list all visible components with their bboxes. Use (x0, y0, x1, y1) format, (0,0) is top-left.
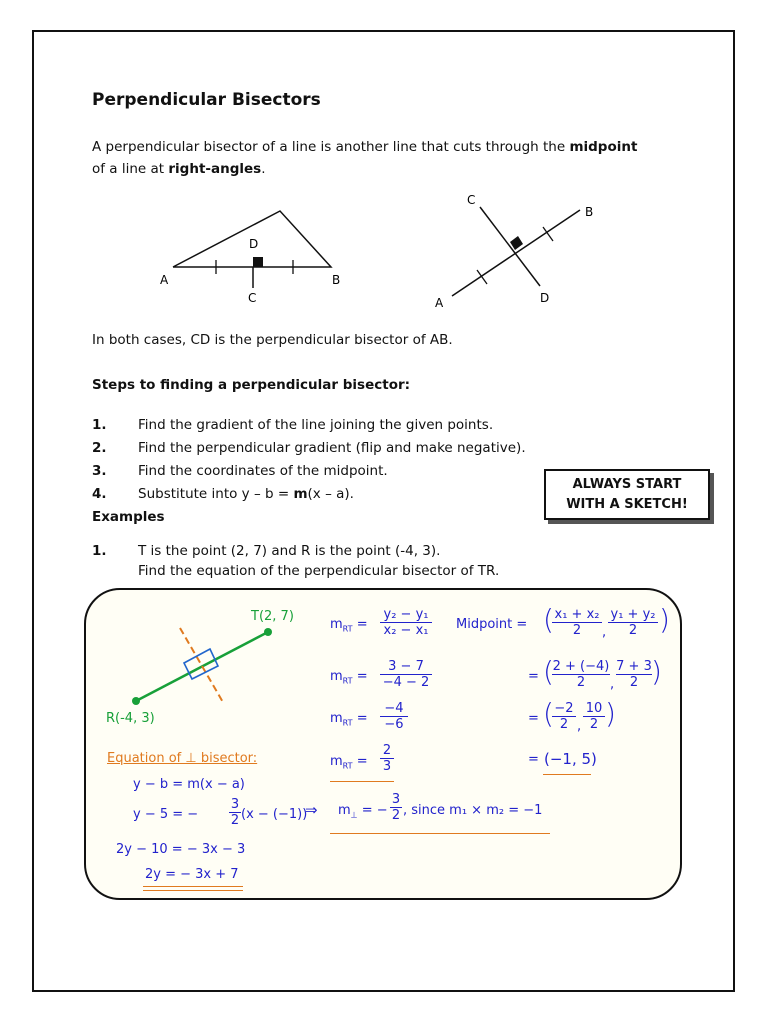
perp-condition: , since m₁ × m₂ = −1 (403, 803, 543, 818)
example-1-line-2: Find the equation of the perpendicular bisector of TR. (138, 563, 500, 579)
step-4-text (138, 486, 354, 502)
example-1-num: 1. (92, 543, 107, 559)
midpoint-x-simp: −2 2 (552, 701, 576, 732)
equals-2: = (528, 669, 539, 684)
both-cases-text: In both cases, CD is the perpendicular bisector of AB. (92, 332, 453, 348)
equation-line-2-b: (x − (−1)) (241, 807, 308, 822)
gradient-simplified: −4 −6 (380, 701, 408, 732)
example-1-line-1: T is the point (2, 7) and R is the point (-4, 3). (138, 543, 441, 559)
perp-fraction: 3 2 (391, 792, 401, 823)
perp-underline (330, 833, 550, 834)
label-c: C (248, 291, 257, 305)
sketch-callout (544, 469, 710, 520)
point-t-label: T(2, 7) (251, 609, 294, 624)
step-1-text: Find the gradient of the line joining the given points. (138, 417, 494, 433)
crossing-lines-diagram (430, 190, 610, 315)
paren-close-3: ) (605, 697, 616, 730)
intro-text: A perpendicular bisector of a line is another line that cuts through the (92, 139, 570, 155)
step-3-text: Find the coordinates of the midpoint. (138, 463, 388, 479)
paren-open-2: ( (543, 655, 554, 688)
m-rt-1: $m_{RT}$ = (330, 617, 368, 634)
intro-paragraph (92, 136, 637, 180)
midpoint-x-formula: x₁ + x₂ 2 (552, 607, 602, 638)
gradient-result: 2 3 (380, 743, 394, 774)
comma-1: , (602, 625, 607, 640)
equation-line-2: y − 5 = − (133, 807, 199, 822)
midpoint-y-simp: 10 2 (583, 701, 605, 732)
label-b: B (332, 273, 341, 287)
step-1-num: 1. (92, 417, 107, 433)
midpoint-y-sub: 7 + 3 2 (616, 659, 652, 690)
m-rt-4: $m_{RT}$ = (330, 754, 368, 771)
equation-line-1: y − b = m(x − a) (133, 777, 245, 792)
label-c2: C (467, 193, 476, 207)
equation-heading: Equation of ⊥ bisector: (107, 751, 258, 766)
triangle-diagram (150, 200, 370, 310)
label-a2: A (435, 296, 444, 310)
label-a: A (160, 273, 169, 287)
examples-heading: Examples (92, 509, 165, 525)
paren-open-1: ( (543, 603, 554, 636)
implies-arrow: ⇒ (305, 801, 318, 819)
midpoint-result: (−1, 5) (544, 750, 597, 768)
label-d2: D (540, 291, 550, 305)
label-b2: B (585, 205, 594, 219)
step-4-m: m (293, 486, 308, 502)
final-underline-2 (143, 890, 243, 891)
step-2-num: 2. (92, 440, 107, 456)
m-rt-3: $m_{RT}$ = (330, 711, 368, 728)
intro-bold-right-angles: right-angles (168, 161, 262, 177)
step-2-text: Find the perpendicular gradient (flip and make negative). (138, 440, 526, 456)
paren-close-1: ) (659, 603, 670, 636)
comma-3: , (577, 719, 582, 734)
point-r-label: R(-4, 3) (106, 711, 155, 726)
final-underline-1 (143, 886, 243, 887)
label-d: D (249, 237, 259, 251)
paren-close-2: ) (651, 655, 662, 688)
step-3-num: 3. (92, 463, 107, 479)
callout-line-2: WITH A SKETCH! (566, 497, 688, 512)
gradient-substituted: 3 − 7 −4 − 2 (380, 659, 432, 690)
intro-bold-midpoint: midpoint (569, 139, 638, 155)
gradient-formula: y₂ − y₁ x₂ − x₁ (380, 607, 432, 638)
perp-gradient: $m_\perp$ = − (338, 803, 388, 820)
midpoint-underline (543, 774, 591, 775)
equation-final: 2y = − 3x + 7 (145, 867, 239, 882)
midpoint-x-sub: 2 + (−4) 2 (552, 659, 610, 690)
paren-open-3: ( (543, 697, 554, 730)
equals-4: = (528, 752, 539, 767)
callout-line-1: ALWAYS START (572, 477, 682, 492)
midpoint-label: Midpoint = (456, 617, 528, 632)
equation-line-2-fraction: 3 2 (230, 797, 240, 828)
intro-period: . (261, 161, 266, 177)
step-4-text-c: (x – a). (307, 486, 354, 502)
step-4-text-a: Substitute into y – b = (138, 486, 294, 502)
step-4-num: 4. (92, 486, 107, 502)
page-title: Perpendicular Bisectors (92, 90, 321, 110)
equals-3: = (528, 711, 539, 726)
gradient-underline (330, 781, 394, 782)
m-rt-2: $m_{RT}$ = (330, 669, 368, 686)
equation-line-3: 2y − 10 = − 3x − 3 (116, 842, 246, 857)
steps-heading: Steps to finding a perpendicular bisector: (92, 377, 411, 393)
midpoint-y-formula: y₁ + y₂ 2 (608, 607, 658, 638)
intro-text-2: of a line at (92, 161, 169, 177)
comma-2: , (610, 677, 615, 692)
